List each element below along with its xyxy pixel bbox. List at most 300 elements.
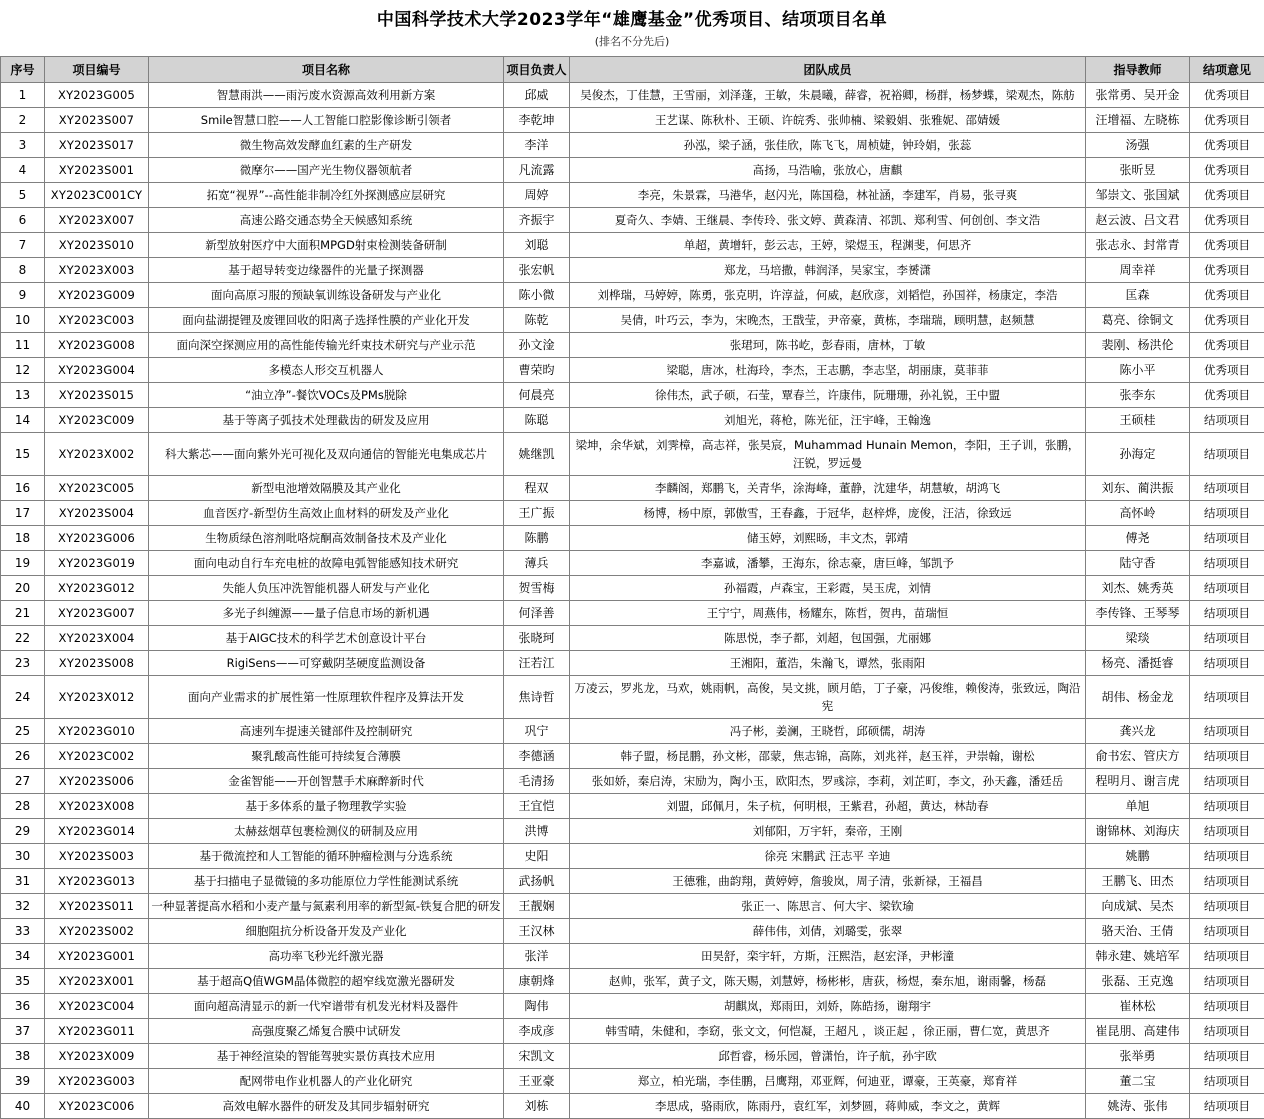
table-row <box>1 1094 1264 1119</box>
cell-advisors: 骆天治、王倩 <box>1086 919 1190 944</box>
cell-advisors: 汪增福、左晓栋 <box>1086 108 1190 133</box>
cell-opinion: 结项项目 <box>1190 576 1264 601</box>
cell-leader: 焦诗哲 <box>504 676 570 719</box>
cell-opinion: 结项项目 <box>1190 551 1264 576</box>
cell-members: 张珺珂，陈书屹，彭春雨，唐林，丁敏 <box>570 333 1086 358</box>
cell-code: XY2023G009 <box>45 283 149 308</box>
cell-opinion: 结项项目 <box>1190 869 1264 894</box>
cell-leader: 史阳 <box>504 844 570 869</box>
cell-advisors: 赵云波、吕文君 <box>1086 208 1190 233</box>
cell-advisors: 刘东、蔺洪振 <box>1086 476 1190 501</box>
cell-advisors: 裴刚、杨洪伦 <box>1086 333 1190 358</box>
cell-leader: 毛清扬 <box>504 769 570 794</box>
cell-leader: 王宜恺 <box>504 794 570 819</box>
table-row <box>1 719 1264 744</box>
cell-name: 失能人负压冲洗智能机器人研发与产业化 <box>149 576 504 601</box>
cell-name: 面向产业需求的扩展性第一性原理软件程序及算法开发 <box>149 676 504 719</box>
cell-no: 14 <box>1 408 45 433</box>
cell-no: 16 <box>1 476 45 501</box>
cell-members: 张如娇，秦启涛，宋励为，陶小玉，欧阳杰，罗彧淙，李莉，刘芷町，李文，孙天鑫，潘廷岳 <box>570 769 1086 794</box>
cell-opinion: 结项项目 <box>1190 944 1264 969</box>
cell-advisors: 单旭 <box>1086 794 1190 819</box>
cell-opinion: 优秀项目 <box>1190 233 1264 258</box>
table-row <box>1 601 1264 626</box>
cell-name: 智慧雨洪——雨污废水资源高效利用新方案 <box>149 83 504 108</box>
cell-name: 基于等离子弧技术处理截齿的研发及应用 <box>149 408 504 433</box>
cell-name: 细胞阻抗分析设备开发及产业化 <box>149 919 504 944</box>
cell-code: XY2023S015 <box>45 383 149 408</box>
cell-code: XY2023G013 <box>45 869 149 894</box>
cell-no: 10 <box>1 308 45 333</box>
cell-no: 11 <box>1 333 45 358</box>
cell-members: 韩雪晴，朱健和，李窈，张文文，何恺凝，王超凡 ，谈正起 ，徐正丽，曹仁宽，黄思齐 <box>570 1019 1086 1044</box>
cell-leader: 孙文淦 <box>504 333 570 358</box>
table-row <box>1 476 1264 501</box>
table-row <box>1 969 1264 994</box>
cell-leader: 李成彦 <box>504 1019 570 1044</box>
cell-members: 梁聪，唐冰，杜海玲，李杰，王志鹏，李志坚，胡丽康，莫菲菲 <box>570 358 1086 383</box>
cell-advisors: 匡森 <box>1086 283 1190 308</box>
cell-members: 单超，黄增轩，彭云志，王婷，梁煜玉，程渊斐，何思齐 <box>570 233 1086 258</box>
cell-leader: 陈聪 <box>504 408 570 433</box>
cell-advisors: 张李东 <box>1086 383 1190 408</box>
cell-no: 23 <box>1 651 45 676</box>
cell-members: 夏奇久、李婧、王继晨、李传玲、张文婷、黄森清、祁凯、郑利雪、何创创、李文浩 <box>570 208 1086 233</box>
cell-code: XY2023G003 <box>45 1069 149 1094</box>
table-row <box>1 651 1264 676</box>
cell-opinion: 结项项目 <box>1190 501 1264 526</box>
cell-code: XY2023X004 <box>45 626 149 651</box>
table-row <box>1 526 1264 551</box>
cell-no: 20 <box>1 576 45 601</box>
cell-name: 新型电池增效隔膜及其产业化 <box>149 476 504 501</box>
cell-leader: 邱威 <box>504 83 570 108</box>
table-row <box>1 233 1264 258</box>
table-row <box>1 994 1264 1019</box>
cell-members: 薛伟伟，刘倩，刘璐雯，张翠 <box>570 919 1086 944</box>
cell-code: XY2023G012 <box>45 576 149 601</box>
cell-name: 配网带电作业机器人的产业化研究 <box>149 1069 504 1094</box>
cell-code: XY2023G010 <box>45 719 149 744</box>
cell-members: 田昊舒，栾宇轩，方斯，汪熙浩，赵宏泽，尹彬潼 <box>570 944 1086 969</box>
cell-members: 吴俊杰，丁佳慧，王雪丽，刘泽蓬，王敏，朱晨曦，薛睿，祝裕卿，杨群，杨梦蝶，梁观杰，陈舫 <box>570 83 1086 108</box>
cell-opinion: 优秀项目 <box>1190 183 1264 208</box>
cell-no: 29 <box>1 819 45 844</box>
cell-members: 郑立，柏光瑞，李佳鹏，吕鹰翔，邓亚辉，何迪亚，谭豪，王英豪，郑育祥 <box>570 1069 1086 1094</box>
cell-leader: 张宏帆 <box>504 258 570 283</box>
cell-advisors: 姚鹏 <box>1086 844 1190 869</box>
cell-no: 36 <box>1 994 45 1019</box>
table-row <box>1 308 1264 333</box>
cell-name: “油立净”-餐饮VOCs及PMs脱除 <box>149 383 504 408</box>
cell-code: XY2023X003 <box>45 258 149 283</box>
cell-members: 赵帅，张军，黄子文，陈天赐，刘慧婷，杨彬彬，唐荻，杨煜，秦东旭，谢雨馨，杨磊 <box>570 969 1086 994</box>
cell-code: XY2023X008 <box>45 794 149 819</box>
cell-opinion: 结项项目 <box>1190 1094 1264 1119</box>
table-row <box>1 576 1264 601</box>
cell-no: 24 <box>1 676 45 719</box>
cell-opinion: 结项项目 <box>1190 919 1264 944</box>
cell-advisors: 陈小平 <box>1086 358 1190 383</box>
cell-advisors: 周幸祥 <box>1086 258 1190 283</box>
table-row <box>1 333 1264 358</box>
cell-leader: 姚继凯 <box>504 433 570 476</box>
cell-leader: 张洋 <box>504 944 570 969</box>
cell-leader: 何晨亮 <box>504 383 570 408</box>
cell-leader: 巩宁 <box>504 719 570 744</box>
cell-name: 太赫兹烟草包裹检测仪的研制及应用 <box>149 819 504 844</box>
cell-members: 王宁宁，周燕伟，杨耀东，陈哲，贺冉，苗瑞恒 <box>570 601 1086 626</box>
table-row <box>1 551 1264 576</box>
cell-opinion: 结项项目 <box>1190 844 1264 869</box>
cell-members: 张正一、陈思言、何大宇、梁钦瑜 <box>570 894 1086 919</box>
cell-no: 38 <box>1 1044 45 1069</box>
cell-advisors: 张昕昱 <box>1086 158 1190 183</box>
header-opinion: 结项意见 <box>1190 57 1264 83</box>
cell-opinion: 优秀项目 <box>1190 308 1264 333</box>
cell-no: 22 <box>1 626 45 651</box>
cell-name: 微摩尔——国产光生物仪器领航者 <box>149 158 504 183</box>
cell-leader: 齐振宇 <box>504 208 570 233</box>
cell-no: 12 <box>1 358 45 383</box>
cell-name: 基于超导转变边缘器件的光量子探测器 <box>149 258 504 283</box>
cell-code: XY2023X012 <box>45 676 149 719</box>
cell-no: 8 <box>1 258 45 283</box>
cell-leader: 陈鹏 <box>504 526 570 551</box>
cell-leader: 王靓娴 <box>504 894 570 919</box>
cell-leader: 曹荣昀 <box>504 358 570 383</box>
cell-opinion: 结项项目 <box>1190 769 1264 794</box>
cell-leader: 康朝烽 <box>504 969 570 994</box>
cell-code: XY2023S006 <box>45 769 149 794</box>
page-subtitle: (排名不分先后) <box>594 35 670 48</box>
cell-code: XY2023C004 <box>45 994 149 1019</box>
cell-name: 基于AIGC技术的科学艺术创意设计平台 <box>149 626 504 651</box>
cell-name: 面向超高清显示的新一代窄谱带有机发光材料及器件 <box>149 994 504 1019</box>
cell-opinion: 结项项目 <box>1190 819 1264 844</box>
cell-no: 25 <box>1 719 45 744</box>
table-row <box>1 819 1264 844</box>
cell-code: XY2023S017 <box>45 133 149 158</box>
cell-opinion: 优秀项目 <box>1190 208 1264 233</box>
table-row <box>1 769 1264 794</box>
cell-members: 李思成，骆雨欣，陈雨丹，袁红军，刘梦圆，蒋帅威，李文之，黄辉 <box>570 1094 1086 1119</box>
cell-no: 27 <box>1 769 45 794</box>
cell-no: 13 <box>1 383 45 408</box>
cell-no: 28 <box>1 794 45 819</box>
cell-opinion: 结项项目 <box>1190 969 1264 994</box>
cell-advisors: 张举勇 <box>1086 1044 1190 1069</box>
cell-code: XY2023S001 <box>45 158 149 183</box>
table-row <box>1 183 1264 208</box>
cell-name: 微生物高效发酵血红素的生产研发 <box>149 133 504 158</box>
cell-advisors: 俞书宏、管庆方 <box>1086 744 1190 769</box>
cell-code: XY2023G004 <box>45 358 149 383</box>
cell-code: XY2023S008 <box>45 651 149 676</box>
cell-code: XY2023X001 <box>45 969 149 994</box>
cell-code: XY2023S004 <box>45 501 149 526</box>
cell-members: 陈思悦，李子都，刘超，包国强，尤丽娜 <box>570 626 1086 651</box>
cell-leader: 刘聪 <box>504 233 570 258</box>
cell-name: 面向盐湖提锂及废锂回收的阳离子选择性膜的产业化开发 <box>149 308 504 333</box>
cell-opinion: 结项项目 <box>1190 1019 1264 1044</box>
cell-advisors: 葛亮、徐铜文 <box>1086 308 1190 333</box>
header-code: 项目编号 <box>45 57 149 83</box>
cell-name: 基于扫描电子显微镜的多功能原位力学性能测试系统 <box>149 869 504 894</box>
cell-no: 31 <box>1 869 45 894</box>
cell-name: 高功率飞秒光纤激光器 <box>149 944 504 969</box>
cell-code: XY2023G014 <box>45 819 149 844</box>
cell-name: 生物质绿色溶剂吡咯烷酮高效制备技术及产业化 <box>149 526 504 551</box>
cell-no: 15 <box>1 433 45 476</box>
cell-no: 19 <box>1 551 45 576</box>
cell-no: 30 <box>1 844 45 869</box>
table-row <box>1 1044 1264 1069</box>
cell-advisors: 汤强 <box>1086 133 1190 158</box>
cell-members: 徐伟杰，武子硕，石莹，覃春兰，许康伟，阮珊珊，孙礼锐，王中盟 <box>570 383 1086 408</box>
cell-name: 科大紫芯——面向紫外光可视化及双向通信的智能光电集成芯片 <box>149 433 504 476</box>
cell-leader: 薄兵 <box>504 551 570 576</box>
cell-advisors: 向成斌、吴杰 <box>1086 894 1190 919</box>
cell-opinion: 优秀项目 <box>1190 333 1264 358</box>
cell-opinion: 结项项目 <box>1190 1069 1264 1094</box>
cell-name: 多光子纠缠源——量子信息市场的新机遇 <box>149 601 504 626</box>
cell-members: 刘盟，邱佩月，朱子杭，何明根，王紫君，孙超，黄达，林劼春 <box>570 794 1086 819</box>
table-row <box>1 258 1264 283</box>
cell-members: 李嘉诚，潘攀，王海东，徐志豪，唐巨峰，邹凯予 <box>570 551 1086 576</box>
cell-opinion: 结项项目 <box>1190 1044 1264 1069</box>
cell-leader: 宋凯文 <box>504 1044 570 1069</box>
table-row <box>1 944 1264 969</box>
table-row <box>1 158 1264 183</box>
cell-code: XY2023C006 <box>45 1094 149 1119</box>
cell-name: 高强度聚乙烯复合膜中试研发 <box>149 1019 504 1044</box>
cell-members: 邱哲睿，杨乐园，曾潇怡，许子航，孙宇欧 <box>570 1044 1086 1069</box>
cell-leader: 李德涵 <box>504 744 570 769</box>
cell-opinion: 优秀项目 <box>1190 258 1264 283</box>
cell-code: XY2023S002 <box>45 919 149 944</box>
cell-members: 杨博，杨中原，郭傲雪，王春鑫，于冠华，赵梓烨，庞俊，汪洁，徐致远 <box>570 501 1086 526</box>
cell-members: 刘旭光，蒋枪，陈光征，汪宇峰，王翰逸 <box>570 408 1086 433</box>
cell-no: 2 <box>1 108 45 133</box>
cell-opinion: 优秀项目 <box>1190 158 1264 183</box>
cell-no: 4 <box>1 158 45 183</box>
cell-code: XY2023C003 <box>45 308 149 333</box>
cell-advisors: 邹崇文、张国斌 <box>1086 183 1190 208</box>
cell-leader: 王汉林 <box>504 919 570 944</box>
cell-advisors: 张磊、王克逸 <box>1086 969 1190 994</box>
cell-leader: 凡流露 <box>504 158 570 183</box>
cell-opinion: 优秀项目 <box>1190 83 1264 108</box>
table-row <box>1 844 1264 869</box>
table-header-row <box>1 57 1264 83</box>
cell-opinion: 结项项目 <box>1190 794 1264 819</box>
table-body <box>1 83 1264 1119</box>
cell-leader: 张晓珂 <box>504 626 570 651</box>
cell-advisors: 梁琰 <box>1086 626 1190 651</box>
table-row <box>1 108 1264 133</box>
cell-code: XY2023G001 <box>45 944 149 969</box>
cell-members: 高扬，马浩喻，张放心，唐麒 <box>570 158 1086 183</box>
cell-opinion: 优秀项目 <box>1190 108 1264 133</box>
cell-members: 万凌云，罗兆龙，马欢，姚雨帆，高俊，吴文挑，顾月皓，丁子豪，冯俊维，赖俊涛，张致远，陶沿宪 <box>570 676 1086 719</box>
table-row <box>1 919 1264 944</box>
cell-advisors: 高怀岭 <box>1086 501 1190 526</box>
table-row <box>1 433 1264 476</box>
cell-advisors: 崔林松 <box>1086 994 1190 1019</box>
cell-code: XY2023S007 <box>45 108 149 133</box>
table-row <box>1 894 1264 919</box>
cell-no: 26 <box>1 744 45 769</box>
table-row <box>1 408 1264 433</box>
cell-advisors: 龚兴龙 <box>1086 719 1190 744</box>
cell-name: 金雀智能——开创智慧手术麻醉新时代 <box>149 769 504 794</box>
cell-code: XY2023G006 <box>45 526 149 551</box>
cell-name: 基于微流控和人工智能的循环肿瘤检测与分选系统 <box>149 844 504 869</box>
cell-no: 6 <box>1 208 45 233</box>
cell-leader: 陈乾 <box>504 308 570 333</box>
cell-no: 32 <box>1 894 45 919</box>
cell-leader: 王广振 <box>504 501 570 526</box>
cell-code: XY2023X002 <box>45 433 149 476</box>
cell-no: 21 <box>1 601 45 626</box>
cell-no: 33 <box>1 919 45 944</box>
cell-leader: 周婷 <box>504 183 570 208</box>
cell-opinion: 结项项目 <box>1190 626 1264 651</box>
cell-opinion: 优秀项目 <box>1190 283 1264 308</box>
table-row <box>1 869 1264 894</box>
cell-advisors: 孙海定 <box>1086 433 1190 476</box>
cell-leader: 武扬帆 <box>504 869 570 894</box>
cell-name: 多模态人形交互机器人 <box>149 358 504 383</box>
cell-leader: 汪若江 <box>504 651 570 676</box>
cell-code: XY2023X007 <box>45 208 149 233</box>
cell-opinion: 结项项目 <box>1190 676 1264 719</box>
cell-members: 王艺谋、陈秋朴、王硕、许皖秀、张帅楠、梁毅娟、张雅妮、邵婧媛 <box>570 108 1086 133</box>
cell-advisors: 董二宝 <box>1086 1069 1190 1094</box>
header-members: 团队成员 <box>570 57 1086 83</box>
table-row <box>1 1069 1264 1094</box>
cell-advisors: 李传锋、王琴琴 <box>1086 601 1190 626</box>
cell-code: XY2023G019 <box>45 551 149 576</box>
header-leader: 项目负责人 <box>504 57 570 83</box>
cell-name: 基于超高Q值WGM晶体微腔的超窄线宽激光器研发 <box>149 969 504 994</box>
cell-members: 王德雅，曲韵翔，黄婷婷，詹骏岚，周子清，张新禄，王福昌 <box>570 869 1086 894</box>
header-advisors: 指导教师 <box>1086 57 1190 83</box>
cell-leader: 陶伟 <box>504 994 570 1019</box>
table-row <box>1 208 1264 233</box>
table-row <box>1 83 1264 108</box>
cell-advisors: 崔昆朋、高建伟 <box>1086 1019 1190 1044</box>
cell-members: 梁坤，余华斌，刘霁樟，高志祥，张昊宸，Muhammad Hunain Memon，李阳，王子训，张鹏，汪锐，罗远曼 <box>570 433 1086 476</box>
cell-leader: 洪博 <box>504 819 570 844</box>
cell-members: 胡麒岚，郑雨田，刘娇，陈皓扬，谢翔宇 <box>570 994 1086 1019</box>
cell-advisors: 胡伟、杨金龙 <box>1086 676 1190 719</box>
cell-advisors: 陆守香 <box>1086 551 1190 576</box>
cell-opinion: 优秀项目 <box>1190 358 1264 383</box>
cell-name: 血音医疗-新型仿生高效止血材料的研发及产业化 <box>149 501 504 526</box>
cell-code: XY2023S011 <box>45 894 149 919</box>
cell-opinion: 结项项目 <box>1190 894 1264 919</box>
cell-leader: 刘栋 <box>504 1094 570 1119</box>
cell-advisors: 谢锦林、刘海庆 <box>1086 819 1190 844</box>
header-no: 序号 <box>1 57 45 83</box>
cell-members: 王湘阳，董浩，朱瀚飞，谭然，张雨阳 <box>570 651 1086 676</box>
cell-name: 聚乳酸高性能可持续复合薄膜 <box>149 744 504 769</box>
cell-name: 高速列车提速关键部件及控制研究 <box>149 719 504 744</box>
cell-leader: 李乾坤 <box>504 108 570 133</box>
cell-code: XY2023G007 <box>45 601 149 626</box>
cell-members: 吴倩，叶巧云，李为，宋晚杰，王戬莹，尹帝豪，黄栋，李瑞瑞，顾明慧，赵频慧 <box>570 308 1086 333</box>
cell-advisors: 韩永建、姚培军 <box>1086 944 1190 969</box>
cell-code: XY2023G008 <box>45 333 149 358</box>
cell-opinion: 结项项目 <box>1190 719 1264 744</box>
table-row <box>1 358 1264 383</box>
cell-members: 李亮，朱景霖，马港华，赵闪光，陈国稳，林祉涵，李建军，肖易，张寻爽 <box>570 183 1086 208</box>
cell-name: 面向深空探测应用的高性能传输光纤束技术研究与产业示范 <box>149 333 504 358</box>
cell-members: 刘桦瑞，马婷婷，陈勇，张克明，许淳益，何威，赵欣彦，刘韬恺，孙国祥，杨康定，李浩 <box>570 283 1086 308</box>
cell-name: 面向电动自行车充电桩的故障电弧智能感知技术研究 <box>149 551 504 576</box>
cell-leader: 何泽善 <box>504 601 570 626</box>
cell-name: 一种显著提高水稻和小麦产量与氮素利用率的新型氮-铁复合肥的研发 <box>149 894 504 919</box>
table-row <box>1 676 1264 719</box>
cell-leader: 程双 <box>504 476 570 501</box>
cell-no: 3 <box>1 133 45 158</box>
cell-code: XY2023C001CY <box>45 183 149 208</box>
cell-opinion: 结项项目 <box>1190 526 1264 551</box>
cell-no: 39 <box>1 1069 45 1094</box>
cell-members: 冯子彬，姜澜，王晓哲，邱硕儒，胡涛 <box>570 719 1086 744</box>
cell-no: 35 <box>1 969 45 994</box>
cell-name: 面向高原习服的预缺氧训练设备研发与产业化 <box>149 283 504 308</box>
cell-members: 徐亮 宋鹏武 汪志平 辛迪 <box>570 844 1086 869</box>
cell-opinion: 结项项目 <box>1190 601 1264 626</box>
cell-name: 拓宽“视界”--高性能非制冷红外探测感应层研究 <box>149 183 504 208</box>
cell-code: XY2023G011 <box>45 1019 149 1044</box>
cell-members: 储玉婷，刘熙旸，丰文杰，郭靖 <box>570 526 1086 551</box>
cell-code: XY2023C009 <box>45 408 149 433</box>
cell-no: 40 <box>1 1094 45 1119</box>
cell-leader: 陈小微 <box>504 283 570 308</box>
cell-members: 孙福霞，卢森宝，王彩霞，吴玉虎，刘情 <box>570 576 1086 601</box>
cell-name: 新型放射医疗中大面积MPGD射束检测装备研制 <box>149 233 504 258</box>
table-row <box>1 744 1264 769</box>
cell-leader: 李洋 <box>504 133 570 158</box>
table-row <box>1 626 1264 651</box>
cell-advisors: 傅尧 <box>1086 526 1190 551</box>
cell-advisors: 王鹏飞、田杰 <box>1086 869 1190 894</box>
table-row <box>1 383 1264 408</box>
cell-name: RigiSens——可穿戴阴茎硬度监测设备 <box>149 651 504 676</box>
cell-name: 基于神经渲染的智能驾驶实景仿真技术应用 <box>149 1044 504 1069</box>
cell-name: 基于多体系的量子物理教学实验 <box>149 794 504 819</box>
cell-opinion: 结项项目 <box>1190 994 1264 1019</box>
cell-opinion: 优秀项目 <box>1190 383 1264 408</box>
page-title: 中国科学技术大学2023学年“雄鹰基金”优秀项目、结项项目名单 <box>376 10 888 30</box>
table-row <box>1 501 1264 526</box>
cell-members: 郑龙，马培撒，韩润泽，吴家宝，李赟潇 <box>570 258 1086 283</box>
cell-members: 孙泓，梁子涵，张佳欣，陈飞飞，周桢婕，钟玲娟，张蕊 <box>570 133 1086 158</box>
cell-advisors: 王硕桂 <box>1086 408 1190 433</box>
cell-opinion: 结项项目 <box>1190 651 1264 676</box>
document-header <box>0 0 1264 49</box>
cell-advisors: 姚涛、张伟 <box>1086 1094 1190 1119</box>
cell-leader: 贺雪梅 <box>504 576 570 601</box>
cell-opinion: 优秀项目 <box>1190 133 1264 158</box>
cell-opinion: 结项项目 <box>1190 476 1264 501</box>
cell-no: 34 <box>1 944 45 969</box>
cell-code: XY2023X009 <box>45 1044 149 1069</box>
